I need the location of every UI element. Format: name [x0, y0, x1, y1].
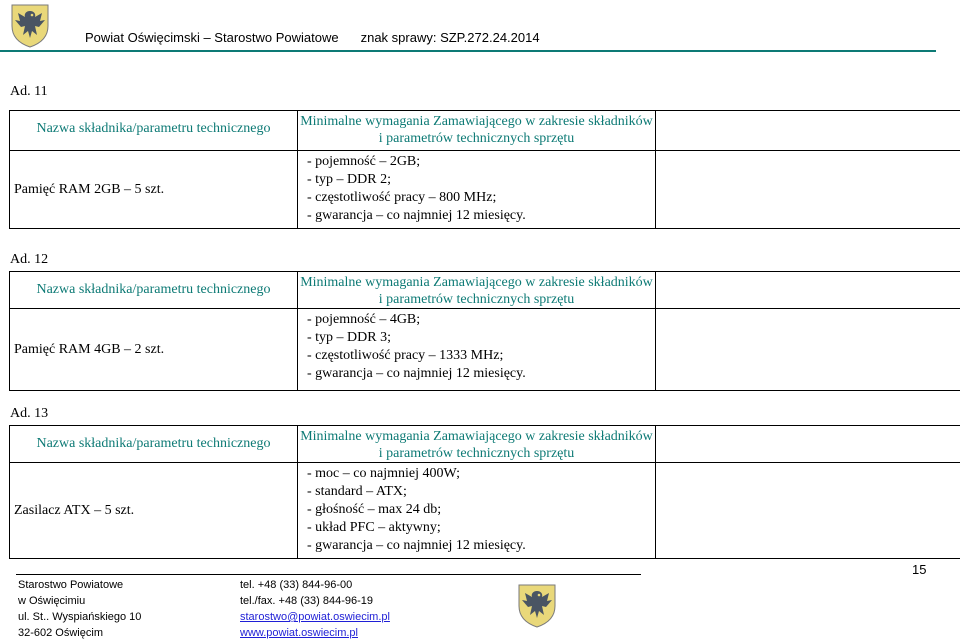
- phone-number: tel. +48 (33) 844-96-00: [240, 579, 353, 591]
- requirement-item: - gwarancja – co najmniej 12 miesięcy.: [307, 538, 526, 553]
- offered-parameters-cell: [656, 463, 960, 559]
- requirement-item: - typ – DDR 2;: [307, 172, 391, 187]
- header-divider: [0, 50, 936, 52]
- empty-cell: [656, 111, 960, 151]
- section-label: Ad. 11: [10, 84, 48, 99]
- section-label: Ad. 12: [10, 252, 49, 267]
- requirement-item: - moc – co najmniej 400W;: [307, 466, 461, 481]
- empty-cell: [656, 426, 960, 463]
- requirement-item: - częstotliwość pracy – 1333 MHz;: [307, 348, 504, 363]
- page-number: 15: [912, 562, 927, 577]
- section-label: Ad. 13: [10, 406, 49, 421]
- fax-number: tel./fax. +48 (33) 844-96-19: [240, 595, 373, 607]
- address-line: Starostwo Powiatowe: [18, 579, 124, 591]
- requirements-list: [298, 463, 656, 559]
- case-reference: znak sprawy: SZP.272.24.2014: [360, 30, 540, 45]
- spec-table: [9, 271, 960, 391]
- requirement-item: - typ – DDR 3;: [307, 330, 391, 345]
- requirement-item: - układ PFC – aktywny;: [307, 520, 441, 535]
- empty-cell: [656, 272, 960, 309]
- requirement-item: - częstotliwość pracy – 800 MHz;: [307, 190, 497, 205]
- column-header-name: Nazwa składnika/parametru technicznego: [10, 272, 298, 309]
- column-header-requirements: Minimalne wymagania Zamawiającego w zakresie składników i parametrów technicznych sprzętu: [298, 111, 656, 151]
- header-title: [85, 30, 540, 45]
- requirements-list: [298, 151, 656, 229]
- requirement-item: - pojemność – 4GB;: [307, 312, 421, 327]
- footer-contact: [240, 577, 390, 641]
- spec-table: [9, 425, 960, 559]
- offered-parameters-cell: [656, 309, 960, 391]
- website-link[interactable]: www.powiat.oswiecim.pl: [240, 627, 358, 639]
- address-line: 32-602 Oświęcim: [18, 627, 103, 639]
- column-header-name: Nazwa składnika/parametru technicznego: [10, 111, 298, 151]
- coat-of-arms-icon: [8, 2, 52, 48]
- spec-table: [9, 110, 960, 229]
- email-link[interactable]: starostwo@powiat.oswiecim.pl: [240, 611, 390, 623]
- column-header-requirements: Minimalne wymagania Zamawiającego w zakresie składników i parametrów technicznych sprzętu: [298, 272, 656, 309]
- column-header-requirements: Minimalne wymagania Zamawiającego w zakresie składników i parametrów technicznych sprzętu: [298, 426, 656, 463]
- page-footer: [0, 562, 960, 641]
- requirement-item: - gwarancja – co najmniej 12 miesięcy.: [307, 366, 526, 381]
- requirement-item: - pojemność – 2GB;: [307, 154, 421, 169]
- requirement-item: - głośność – max 24 db;: [307, 502, 442, 517]
- office-name: Powiat Oświęcimski – Starostwo Powiatowe: [85, 30, 339, 45]
- requirements-list: [298, 309, 656, 391]
- component-name: Zasilacz ATX – 5 szt.: [10, 463, 298, 559]
- address-line: w Oświęcimiu: [18, 595, 86, 607]
- footer-divider: [16, 574, 641, 575]
- component-name: Pamięć RAM 2GB – 5 szt.: [10, 151, 298, 229]
- offered-parameters-cell: [656, 151, 960, 229]
- footer-address: [18, 577, 141, 641]
- coat-of-arms-icon: [515, 582, 559, 628]
- requirement-item: - gwarancja – co najmniej 12 miesięcy.: [307, 208, 526, 223]
- address-line: ul. St.. Wyspiańskiego 10: [18, 611, 142, 623]
- requirement-item: - standard – ATX;: [307, 484, 407, 499]
- page-header: [0, 0, 960, 52]
- column-header-name: Nazwa składnika/parametru technicznego: [10, 426, 298, 463]
- component-name: Pamięć RAM 4GB – 2 szt.: [10, 309, 298, 391]
